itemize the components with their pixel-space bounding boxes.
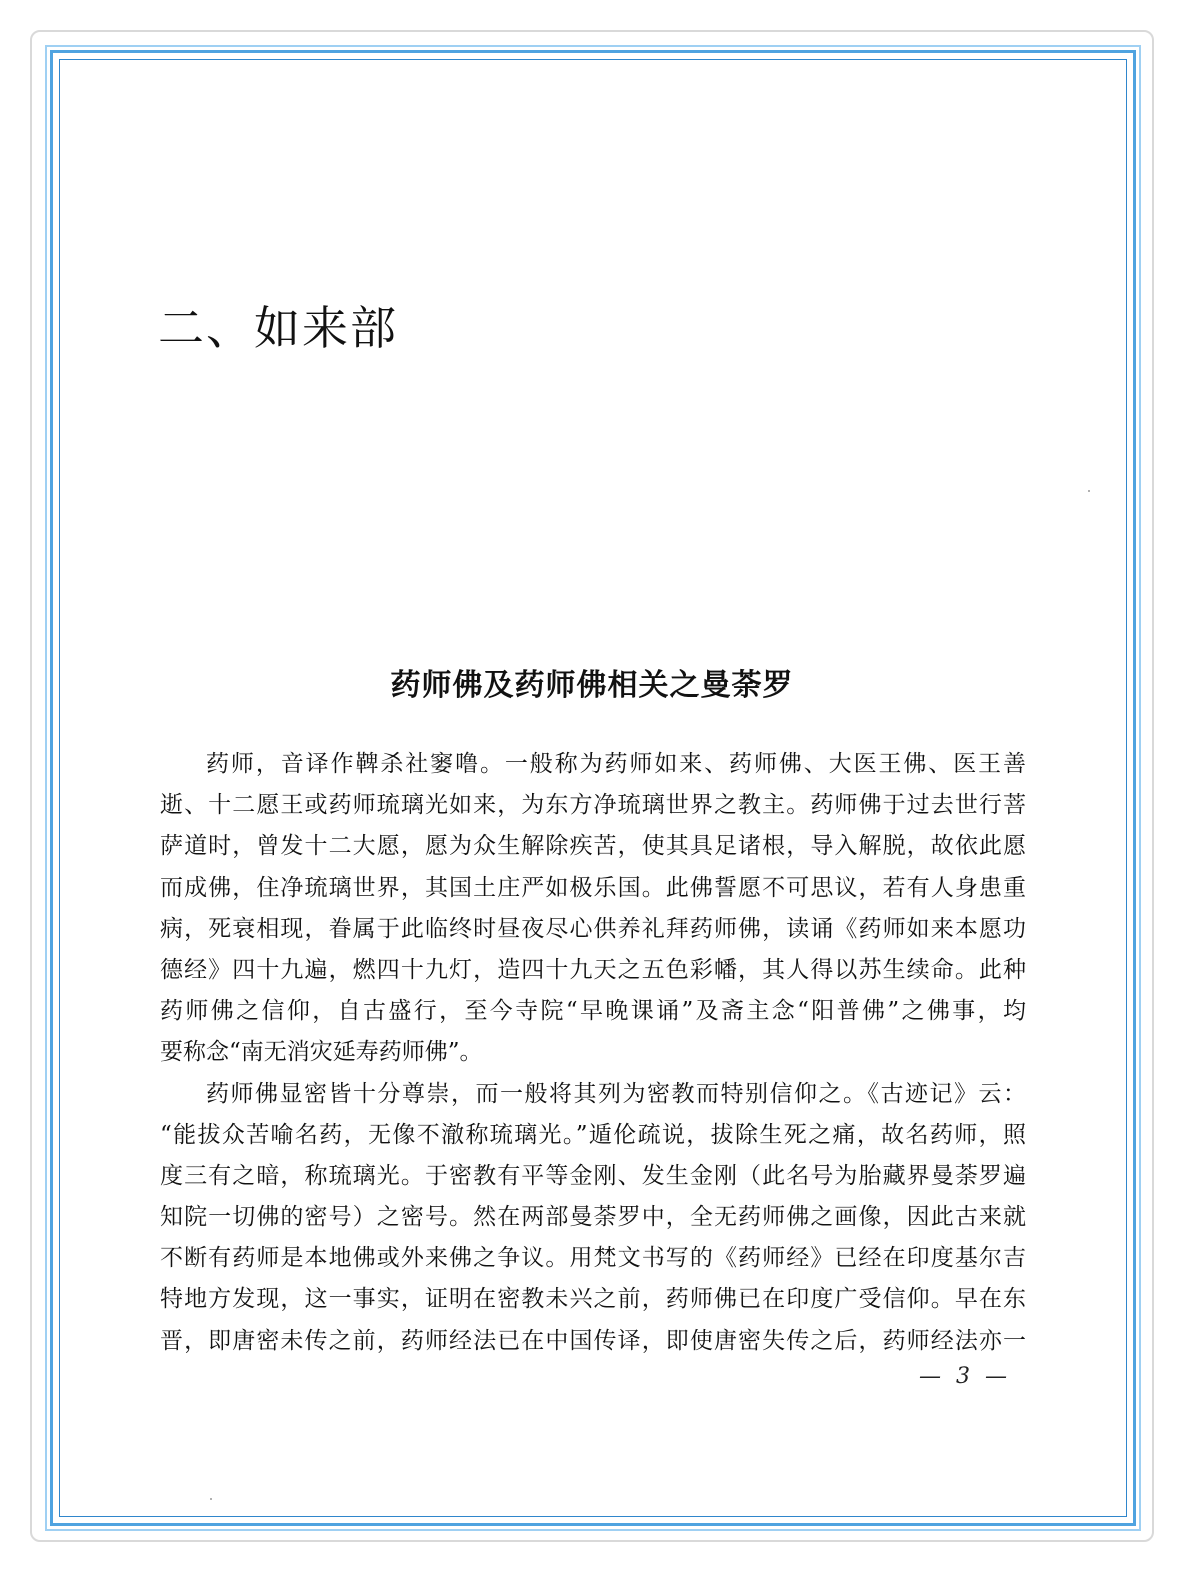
text-line: 药师，音译作鞞杀社窭噜。一般称为药师如来、药师佛、大医王佛、医王善 [206, 751, 1026, 777]
paragraph-1 [160, 744, 1026, 1074]
text-line: 晋，即唐密未传之前，药师经法已在中国传译，即使唐密失传之后，药师经法亦一 [160, 1327, 1026, 1354]
text-line: 不断有药师是本地佛或外来佛之争议。用梵文书写的《药师经》已经在印度基尔吉 [160, 1245, 1026, 1272]
text-line: 萨道时，曾发十二大愿，愿为众生解除疾苦，使其具足诸根，导入解脱，故依此愿 [160, 833, 1026, 860]
text-line: 要称念“南无消灾延寿药师佛”。 [160, 1039, 483, 1066]
text-line: 度三有之暗，称琉璃光。于密教有平等金刚、发生金刚（此名号为胎藏界曼荼罗遍 [160, 1162, 1026, 1189]
text-line: 病，死衰相现，眷属于此临终时昼夜尽心供养礼拜药师佛，读诵《药师如来本愿功 [160, 915, 1026, 942]
scan-speck [1088, 490, 1090, 492]
text-line: 知院一切佛的密号）之密号。然在两部曼荼罗中，全无药师佛之画像，因此古来就 [160, 1204, 1026, 1231]
text-line: 药师佛之信仰，自古盛行，至今寺院“早晚课诵”及斋主念“阳普佛”之佛事，均 [160, 998, 1026, 1025]
text-line: 特地方发现，这一事实，证明在密教未兴之前，药师佛已在印度广受信仰。早在东 [160, 1286, 1026, 1313]
text-line: 药师佛显密皆十分尊崇，而一般将其列为密教而特别信仰之。《古迹记》云： [206, 1080, 1026, 1107]
paragraph-2 [160, 1074, 1026, 1362]
page-number: — 3 — [919, 1364, 1011, 1389]
text-line: 而成佛，住净琉璃世界，其国土庄严如极乐国。此佛誓愿不可思议，若有人身患重 [160, 874, 1026, 901]
section-title: 二、如来部 [158, 301, 398, 355]
text-line: 德经》四十九遍，燃四十九灯，造四十九天之五色彩幡，其人得以苏生续命。此种 [160, 956, 1026, 983]
text-line: 逝、十二愿王或药师琉璃光如来，为东方净琉璃世界之教主。药师佛于过去世行菩 [160, 792, 1026, 819]
scan-speck [210, 1498, 212, 1500]
text-line: “能拔众苦喻名药，无像不澈称琉璃光。”遁伦疏说，拔除生死之痛，故名药师，照 [160, 1121, 1026, 1148]
article-body [160, 744, 1026, 1362]
article-title: 药师佛及药师佛相关之曼荼罗 [390, 668, 794, 703]
